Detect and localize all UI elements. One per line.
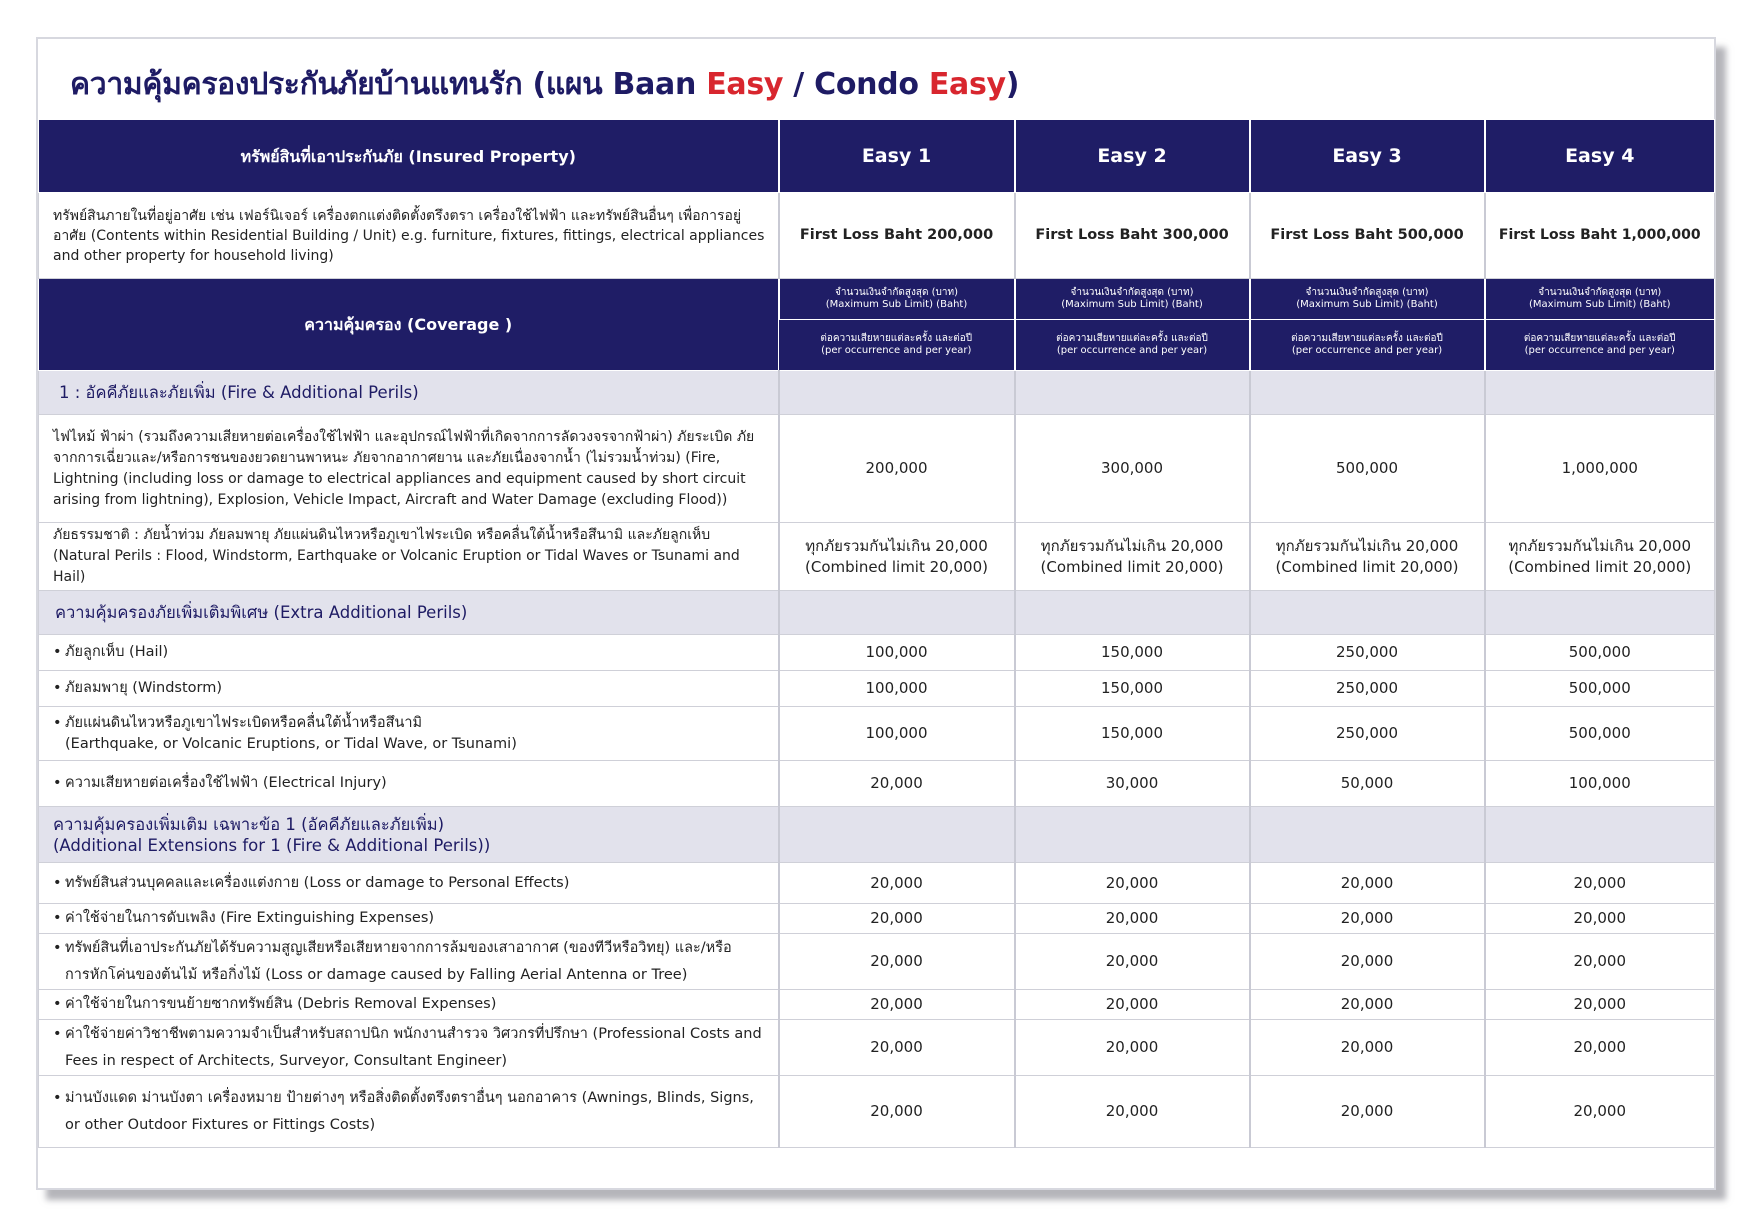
plan-header-row — [39, 120, 1715, 193]
coverage-value: 20,000 — [779, 761, 1015, 807]
bullet: • — [53, 939, 62, 956]
item-text: ค่าใช้จ่ายในการขนย้ายซากทรัพย์สิน (Debris Removal Expenses) — [65, 996, 497, 1012]
bullet: • — [53, 714, 62, 731]
title-easy-baan: Easy — [706, 67, 784, 102]
coverage-header: ความคุ้มครอง (Coverage ) — [39, 279, 779, 371]
limit-en: (Maximum Sub Limit) (Baht) — [825, 299, 968, 310]
fire-extinguishing-row — [39, 904, 1715, 934]
outdoor-fixtures-row — [39, 1076, 1715, 1148]
coverage-item-label — [39, 1020, 779, 1076]
coverage-value: 300,000 — [1015, 415, 1250, 523]
limit-header — [1250, 279, 1485, 320]
per-occurrence-header — [1250, 320, 1485, 371]
coverage-item-label — [39, 904, 779, 934]
limit-en: (Maximum Sub Limit) (Baht) — [1061, 299, 1203, 310]
coverage-value: 500,000 — [1485, 671, 1715, 707]
combined-en: (Combined limit 20,000) — [1508, 557, 1692, 576]
combined-en: (Combined limit 20,000) — [805, 557, 988, 576]
natural-perils-en: (Natural Perils : Flood, Windstorm, Earthquake or Volcanic Eruption or Tidal Waves or Tsunami and Hail) — [53, 548, 740, 585]
coverage-value: 500,000 — [1250, 415, 1485, 523]
per-th: ต่อความเสียหายแต่ละครั้ง และต่อปี — [1523, 333, 1676, 344]
limit-th: จำนวนเงินจำกัดสูงสุด (บาท) — [834, 287, 959, 298]
coverage-value: 20,000 — [779, 1020, 1015, 1076]
limit-header — [1015, 279, 1250, 320]
combined-en: (Combined limit 20,000) — [1275, 557, 1459, 576]
coverage-value: 20,000 — [1485, 863, 1715, 904]
coverage-value: 500,000 — [1485, 635, 1715, 671]
coverage-header-row — [39, 279, 1715, 320]
coverage-value: 20,000 — [1015, 904, 1250, 934]
section-title: 1 : อัคคีภัยและภัยเพิ่ม (Fire & Additional Perils) — [39, 371, 779, 415]
coverage-item-label — [39, 635, 779, 671]
combined-limit — [1485, 523, 1715, 591]
coverage-value: 20,000 — [1485, 990, 1715, 1020]
coverage-table — [38, 119, 1715, 1148]
contents-row — [39, 193, 1715, 279]
fire-lightning-row — [39, 415, 1715, 523]
coverage-item-label — [39, 671, 779, 707]
item-text: ภัยลมพายุ (Windstorm) — [65, 680, 223, 696]
coverage-value: 100,000 — [779, 707, 1015, 761]
combined-limit — [779, 523, 1015, 591]
plan-header: Easy 3 — [1250, 120, 1485, 193]
coverage-value: 250,000 — [1250, 671, 1485, 707]
coverage-value: 20,000 — [1250, 1020, 1485, 1076]
coverage-value: 20,000 — [1250, 990, 1485, 1020]
limit-en: (Maximum Sub Limit) (Baht) — [1296, 299, 1438, 310]
per-occurrence-header — [1485, 320, 1715, 371]
coverage-value: 20,000 — [1250, 904, 1485, 934]
item-text: ม่านบังแดด ม่านบังตา เครื่องหมาย ป้ายต่างๆ หรือสิ่งติดตั้งตรึงตราอื่นๆ นอกอาคาร (Awnings, Blinds, Signs, — [65, 1089, 754, 1106]
electrical-injury-row — [39, 761, 1715, 807]
combined-limit — [1015, 523, 1250, 591]
coverage-value: 20,000 — [779, 1076, 1015, 1148]
coverage-value: 20,000 — [1015, 1020, 1250, 1076]
item-text-en: (Earthquake, or Volcanic Eruptions, or Tidal Wave, or Tsunami) — [65, 735, 517, 752]
coverage-value: 20,000 — [1015, 990, 1250, 1020]
title-easy-condo: Easy — [928, 67, 1006, 102]
hail-row — [39, 635, 1715, 671]
bullet: • — [53, 644, 62, 660]
coverage-item-label — [39, 761, 779, 807]
first-loss-value: First Loss Baht 500,000 — [1250, 193, 1485, 279]
coverage-value: 20,000 — [1015, 1076, 1250, 1148]
item-text: ทรัพย์สินที่เอาประกันภัยได้รับความสูญเสียหรือเสียหายจากการล้มของเสาอากาศ (ของทีวีหรือวิทยุ) และ/หรือ — [65, 939, 732, 956]
section-title: ความคุ้มครองภัยเพิ่มเติมพิเศษ (Extra Additional Perils) — [39, 591, 779, 635]
windstorm-row — [39, 671, 1715, 707]
coverage-value: 20,000 — [779, 863, 1015, 904]
per-en: (per occurrence and per year) — [821, 345, 972, 356]
first-loss-value: First Loss Baht 1,000,000 — [1485, 193, 1715, 279]
section-title-en: (Additional Extensions for 1 (Fire & Additional Perils)) — [53, 835, 491, 855]
coverage-value: 30,000 — [1015, 761, 1250, 807]
limit-en: (Maximum Sub Limit) (Baht) — [1529, 299, 1671, 310]
item-text: ค่าใช้จ่ายในการดับเพลิง (Fire Extinguishing Expenses) — [65, 910, 435, 926]
coverage-value: 20,000 — [1485, 934, 1715, 990]
combined-th: ทุกภัยรวมกันไม่เกิน 20,000 — [1275, 536, 1459, 555]
coverage-card — [36, 37, 1716, 1190]
per-occurrence-header — [1015, 320, 1250, 371]
coverage-value: 200,000 — [779, 415, 1015, 523]
bullet: • — [53, 996, 62, 1012]
section-fire-header — [39, 371, 1715, 415]
per-en: (per occurrence and per year) — [1291, 345, 1443, 356]
bullet: • — [53, 1089, 62, 1106]
coverage-value: 1,000,000 — [1485, 415, 1715, 523]
coverage-value: 150,000 — [1015, 671, 1250, 707]
per-th: ต่อความเสียหายแต่ละครั้ง และต่อปี — [1056, 333, 1208, 344]
coverage-value: 20,000 — [779, 934, 1015, 990]
natural-perils-label — [39, 523, 779, 591]
bullet: • — [53, 1025, 62, 1042]
title-suffix: ) — [1005, 67, 1020, 102]
combined-en: (Combined limit 20,000) — [1040, 557, 1224, 576]
item-text-cont: Fees in respect of Architects, Surveyor, Consultant Engineer) — [65, 1052, 508, 1069]
per-en: (per occurrence and per year) — [1524, 345, 1675, 356]
coverage-item-label — [39, 863, 779, 904]
item-text: ภัยลูกเห็บ (Hail) — [65, 644, 169, 660]
item-text-cont: or other Outdoor Fixtures or Fittings Costs) — [65, 1116, 376, 1133]
page-title — [70, 61, 1019, 108]
professional-costs-row — [39, 1020, 1715, 1076]
first-loss-value: First Loss Baht 200,000 — [779, 193, 1015, 279]
plan-header: Easy 4 — [1485, 120, 1715, 193]
per-th: ต่อความเสียหายแต่ละครั้ง และต่อปี — [820, 333, 973, 344]
item-text: ค่าใช้จ่ายค่าวิชาชีพตามความจำเป็นสำหรับสถาปนิก พนักงานสำรวจ วิศวกรที่ปรึกษา (Professional Costs and — [65, 1025, 762, 1042]
limit-th: จำนวนเงินจำกัดสูงสุด (บาท) — [1538, 287, 1662, 298]
coverage-item-label — [39, 707, 779, 761]
natural-perils-th: ภัยธรรมชาติ : ภัยน้ำท่วม ภัยลมพายุ ภัยแผ่นดินไหวหรือภูเขาไฟระเบิด หรือคลื่นใต้น้ำหรือสึนามิ และภัยลูกเห็บ — [53, 527, 711, 543]
section-extensions-header — [39, 807, 1715, 863]
natural-perils-row — [39, 523, 1715, 591]
coverage-value: 20,000 — [779, 990, 1015, 1020]
coverage-value: 20,000 — [1485, 1020, 1715, 1076]
plan-header: Easy 1 — [779, 120, 1015, 193]
limit-header — [779, 279, 1015, 320]
contents-label: ทรัพย์สินภายในที่อยู่อาศัย เช่น เฟอร์นิเจอร์ เครื่องตกแต่งติดตั้งตรึงตรา เครื่องใช้ไฟฟ้า และทรัพย์สินอื่นๆ เพื่อการอยู่อาศัย (Contents within Residential Building / Unit) e.g. furniture, fixtures, fittings, electrical appliances and other property for household living) — [39, 193, 779, 279]
per-th: ต่อความเสียหายแต่ละครั้ง และต่อปี — [1291, 333, 1443, 344]
title-prefix: ความคุ้มครองประกันภัยบ้านแทนรัก (แผน Baan — [70, 67, 707, 102]
section-extra-header — [39, 591, 1715, 635]
earthquake-row — [39, 707, 1715, 761]
coverage-value: 20,000 — [1015, 934, 1250, 990]
coverage-value: 20,000 — [779, 904, 1015, 934]
item-text: ความเสียหายต่อเครื่องใช้ไฟฟ้า (Electrical Injury) — [65, 775, 387, 791]
bullet: • — [53, 910, 62, 926]
debris-removal-row — [39, 990, 1715, 1020]
item-text: ทรัพย์สินส่วนบุคคลและเครื่องแต่งกาย (Loss or damage to Personal Effects) — [65, 874, 570, 891]
section-title — [39, 807, 779, 863]
bullet: • — [53, 874, 62, 891]
limit-header — [1485, 279, 1715, 320]
coverage-value: 100,000 — [1485, 761, 1715, 807]
per-en: (per occurrence and per year) — [1056, 345, 1208, 356]
coverage-value: 500,000 — [1485, 707, 1715, 761]
coverage-value: 20,000 — [1485, 1076, 1715, 1148]
coverage-value: 250,000 — [1250, 635, 1485, 671]
first-loss-value: First Loss Baht 300,000 — [1015, 193, 1250, 279]
coverage-value: 150,000 — [1015, 707, 1250, 761]
bullet: • — [53, 680, 62, 696]
coverage-item-label — [39, 1076, 779, 1148]
limit-th: จำนวนเงินจำกัดสูงสุด (บาท) — [1070, 287, 1194, 298]
coverage-value: 100,000 — [779, 671, 1015, 707]
per-occurrence-header — [779, 320, 1015, 371]
combined-th: ทุกภัยรวมกันไม่เกิน 20,000 — [1040, 536, 1224, 555]
fire-lightning-label: ไฟไหม้ ฟ้าผ่า (รวมถึงความเสียหายต่อเครื่องใช้ไฟฟ้า และอุปกรณ์ไฟฟ้าที่เกิดจากการลัดวงจรจากฟ้าผ่า) ภัยระเบิด ภัยจากการเฉี่ยวและ/หรือการชนของยวดยานพาหนะ ภัยจากอากาศยาน และภัยเนื่องจากน้ำ (ไม่รวมน้ำท่วม) (Fire, Lightning (including loss or damage to electrical appliances and equipment caused by short circuit arising from lightning), Explosion, Vehicle Impact, Aircraft and Water Damage (excluding Flood)) — [39, 415, 779, 523]
insured-property-header: ทรัพย์สินที่เอาประกันภัย (Insured Property) — [39, 120, 779, 193]
combined-limit — [1250, 523, 1485, 591]
coverage-value: 150,000 — [1015, 635, 1250, 671]
personal-effects-row — [39, 863, 1715, 904]
coverage-value: 20,000 — [1250, 863, 1485, 904]
coverage-value: 250,000 — [1250, 707, 1485, 761]
title-mid: / Condo — [783, 67, 929, 102]
combined-th: ทุกภัยรวมกันไม่เกิน 20,000 — [805, 536, 988, 555]
item-text: ภัยแผ่นดินไหวหรือภูเขาไฟระเบิดหรือคลื่นใต้น้ำหรือสึนามิ — [65, 714, 423, 731]
coverage-value: 100,000 — [779, 635, 1015, 671]
combined-th: ทุกภัยรวมกันไม่เกิน 20,000 — [1508, 536, 1691, 555]
plan-header: Easy 2 — [1015, 120, 1250, 193]
bullet: • — [53, 775, 62, 791]
coverage-item-label — [39, 990, 779, 1020]
item-text-cont: การหักโค่นของต้นไม้ หรือกิ่งไม้ (Loss or damage caused by Falling Aerial Antenna or Tree) — [65, 966, 688, 983]
coverage-value: 20,000 — [1015, 863, 1250, 904]
coverage-value: 20,000 — [1485, 904, 1715, 934]
section-title-th: ความคุ้มครองเพิ่มเติม เฉพาะข้อ 1 (อัคคีภัยและภัยเพิ่ม) — [53, 814, 445, 834]
falling-antenna-row — [39, 934, 1715, 990]
coverage-value: 20,000 — [1250, 934, 1485, 990]
coverage-item-label — [39, 934, 779, 990]
limit-th: จำนวนเงินจำกัดสูงสุด (บาท) — [1305, 287, 1429, 298]
coverage-value: 20,000 — [1250, 1076, 1485, 1148]
coverage-value: 50,000 — [1250, 761, 1485, 807]
